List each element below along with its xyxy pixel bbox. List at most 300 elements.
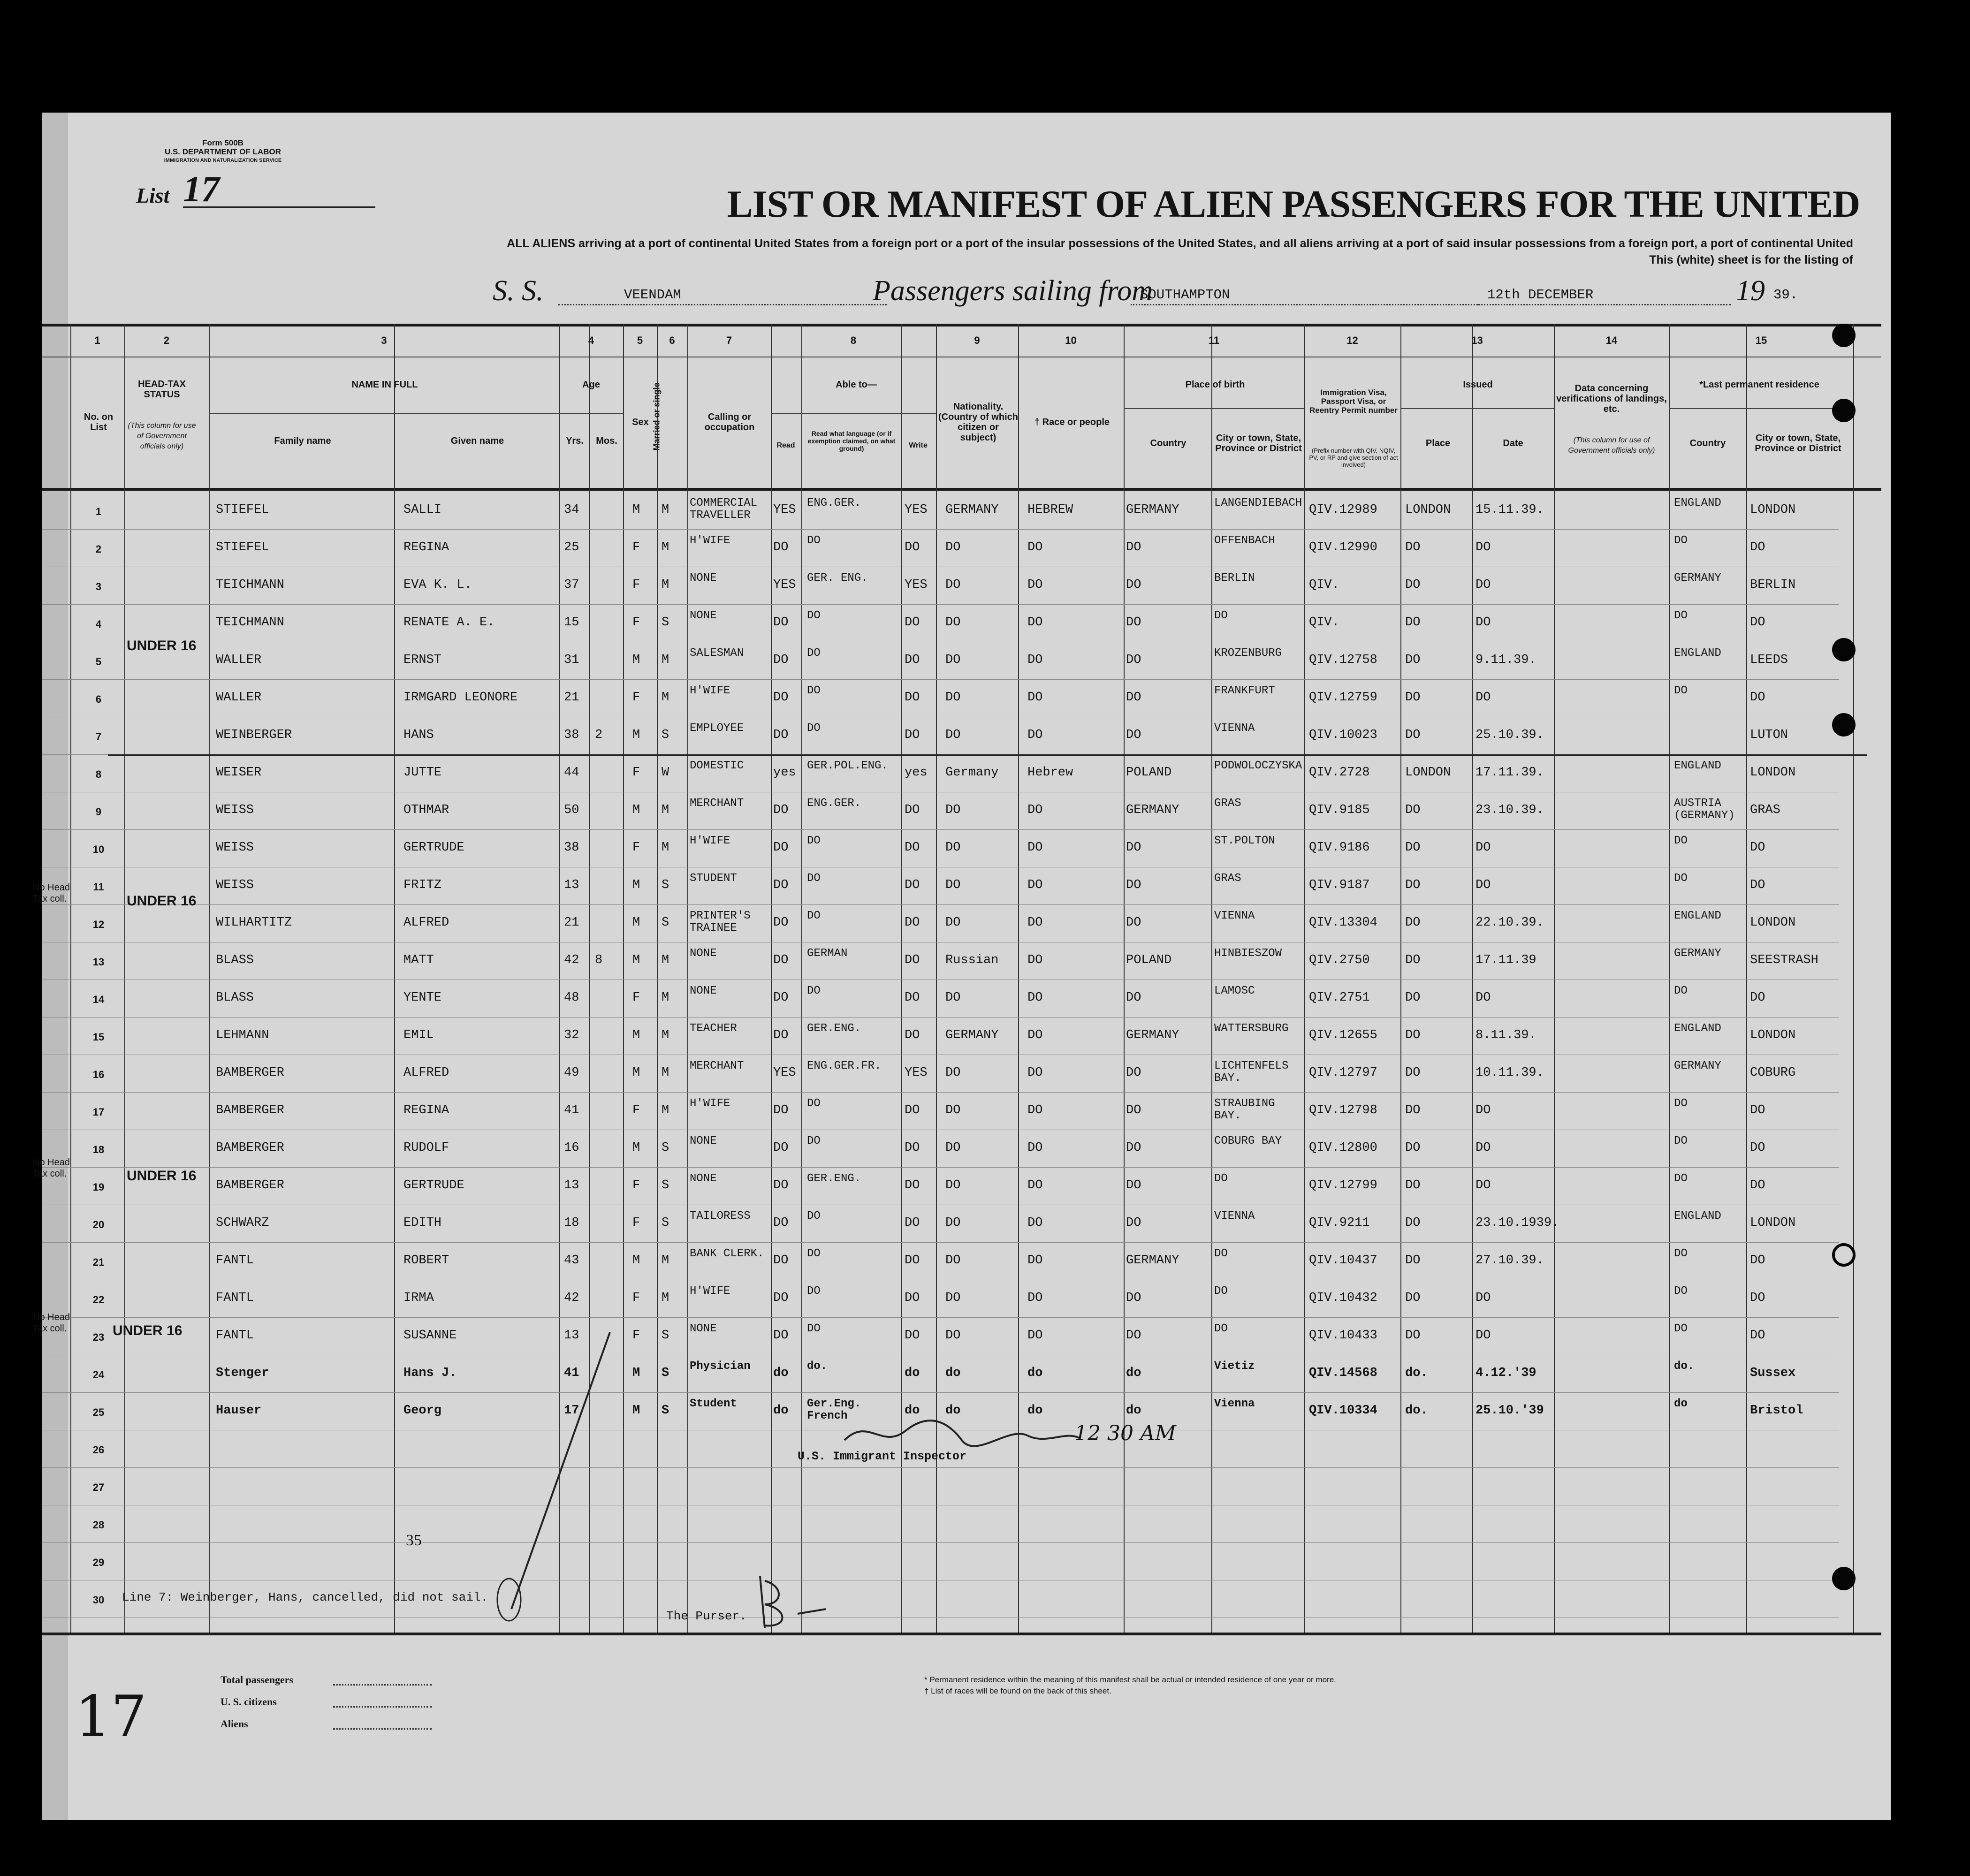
family-name: BAMBERGER [216,1178,284,1192]
visa-number: QIV.12798 [1309,1103,1377,1117]
visa-number: QIV.12797 [1309,1066,1377,1080]
header-birth-city: City or town, State, Province or District [1215,433,1302,454]
scan-edge [42,113,68,1820]
table-bottom-rule [42,1633,1881,1635]
birth-city: VIENNA [1214,910,1255,922]
can-write: DO [905,953,920,967]
race: DO [1027,803,1043,817]
age-years: 41 [564,1366,579,1380]
column-number: 14 [1605,334,1618,346]
age-years: 48 [564,991,579,1005]
column-number: 1 [94,334,100,346]
year-suffix: 39. [1773,287,1798,303]
read-language: DO [807,910,821,922]
column-number: 2 [163,334,170,346]
row-number: 22 [92,1294,105,1306]
cancellation-note: Line 7: Weinberger, Hans, cancelled, did not sail. [122,1590,488,1604]
header-head-tax-note: (This column for use of Government officials only) [128,422,196,450]
list-number: 17 [183,168,220,209]
punch-hole [1832,713,1856,737]
family-name: WEISS [216,841,254,855]
residence-country: DO [1674,985,1688,997]
form-identifier [148,138,298,165]
column-number: 5 [637,334,643,346]
sex: M [632,878,640,892]
read-language: GER.POL.ENG. [807,760,888,772]
row-number: 23 [92,1331,105,1343]
given-name: EDITH [403,1216,442,1230]
header-sex: Sex [632,417,649,427]
can-read: DO [773,991,789,1005]
visa-number: QIV.13304 [1309,916,1377,930]
residence-country: ENGLAND [1674,1210,1721,1223]
residence-country: ENGLAND [1674,647,1721,660]
residence-city: DO [1750,1291,1765,1305]
total-passengers-line [333,1684,432,1686]
column-divider [657,324,658,1633]
birth-country: DO [1126,991,1141,1005]
header-bottom-rule [42,488,1881,491]
given-name: RUDOLF [403,1141,449,1155]
birth-country: DO [1126,1141,1141,1155]
occupation: H'WIFE [690,684,730,697]
occupation: Physician [690,1360,751,1373]
header-nationality: Nationality. (Country of which citizen or subject) [938,402,1018,443]
row-rule [42,1467,1839,1468]
row-number: 20 [92,1219,105,1230]
issue-date: DO [1476,1141,1491,1155]
occupation: Student [690,1398,737,1410]
family-name: WEISS [216,878,254,892]
nationality: DO [945,1291,961,1305]
marital-status: S [662,1329,669,1343]
can-read: DO [773,653,789,667]
age-years: 21 [564,916,579,930]
visa-number: QIV.9211 [1309,1216,1370,1230]
nationality: GERMANY [945,503,999,517]
family-name: WALLER [216,653,262,667]
issue-place: DO [1405,653,1421,667]
sailing-date: 12th DECEMBER [1487,287,1594,303]
birth-city: Vietiz [1214,1360,1255,1373]
header-issued: Issued [1463,380,1493,390]
residence-country: DO [1674,1135,1688,1147]
age-years: 44 [564,766,579,780]
birth-city: HINBIESZOW [1214,947,1282,960]
birth-city: GRAS [1214,797,1241,810]
can-read: DO [773,1291,789,1305]
nationality: DO [945,540,961,554]
can-read: do [773,1404,789,1418]
can-write: DO [905,1291,920,1305]
page-title: LIST OR MANIFEST OF ALIEN PASSENGERS FOR THE UNITED [727,182,1860,225]
can-read: YES [773,578,796,592]
sex: M [632,1141,640,1155]
occupation: EMPLOYEE [690,722,744,735]
can-read: DO [773,916,789,930]
footnote-races: † List of races will be found on the back of this sheet. [924,1686,1111,1695]
visa-number: QIV.12800 [1309,1141,1377,1155]
residence-city: DO [1750,1329,1765,1343]
birth-city: LICHTENFELS BAY. [1214,1060,1289,1085]
issue-place: do. [1405,1404,1428,1418]
sex: F [632,766,640,780]
header-visa: Immigration Visa, Passport Visa, or Reentry Permit number [1309,387,1398,415]
total-passengers-label: Total passengers [221,1674,294,1686]
issue-place: DO [1405,803,1421,817]
nationality: DO [945,728,961,742]
family-name: BAMBERGER [216,1066,284,1080]
sex: M [632,1404,640,1418]
given-name: OTHMAR [403,803,449,817]
marital-status: M [662,653,669,667]
subtitle-line-2: This (white) sheet is for the listing of [1649,253,1853,266]
read-language: DO [807,1247,821,1260]
marital-status: S [662,1404,669,1418]
column-divider [209,324,210,1633]
header-age: Age [582,380,600,390]
given-name: EVA K. L. [403,578,472,592]
row-rule [42,904,1839,905]
residence-country: GERMANY [1674,572,1721,585]
date-underline [1478,304,1731,305]
occupation: STUDENT [690,872,737,885]
visa-number: QIV.2751 [1309,991,1370,1005]
sex: M [632,503,640,517]
race: do [1027,1404,1043,1418]
visa-number: QIV.9187 [1309,878,1370,892]
family-name: BAMBERGER [216,1103,284,1117]
occupation: H'WIFE [690,835,730,847]
header-race: † Race or people [1034,417,1110,427]
residence-country: DO [1674,1247,1688,1260]
given-name: YENTE [403,991,442,1005]
residence-city: DO [1750,1141,1765,1155]
cancel-strike-line [108,754,1867,756]
occupation: DOMESTIC [690,760,744,772]
marital-status: M [662,1103,669,1117]
given-name: ERNST [403,653,442,667]
read-language: GERMAN [807,947,848,960]
row-number: 5 [95,656,102,668]
read-language: DO [807,872,821,885]
residence-city: Bristol [1750,1404,1803,1418]
sex: M [632,1366,640,1380]
read-language: GER. ENG. [807,572,868,585]
birth-city: VIENNA [1214,722,1255,735]
issue-date: 9.11.39. [1476,653,1536,667]
read-language: DO [807,722,821,735]
issue-place: DO [1405,1253,1421,1268]
family-name: WEISER [216,766,262,780]
marital-status: M [662,1291,669,1305]
nationality: DO [945,691,961,705]
visa-number: QIV.12758 [1309,653,1377,667]
marital-status: S [662,1141,669,1155]
birth-city: KROZENBURG [1214,647,1282,660]
race: DO [1027,540,1043,554]
issue-place: do. [1405,1366,1428,1380]
issue-date: 23.10.39. [1476,803,1544,817]
column-number: 10 [1065,334,1077,346]
column-number: 13 [1471,334,1483,346]
can-write: DO [905,803,920,817]
residence-country: DO [1674,1172,1688,1185]
issue-date: 8.11.39. [1476,1028,1536,1042]
can-write: DO [905,653,920,667]
marital-status: S [662,1366,669,1380]
marital-status: S [662,916,669,930]
race: DO [1027,916,1043,930]
sex: F [632,991,640,1005]
issue-date: 15.11.39. [1476,503,1544,517]
column-divider [771,324,772,1633]
sex: F [632,615,640,630]
column-divider [1400,324,1401,1633]
birth-city: DO [1214,1285,1228,1298]
header-residence-country: Country [1689,438,1726,448]
nationality: DO [945,1066,961,1080]
ship-label: S. S. [493,275,544,307]
occupation: NONE [690,1322,717,1335]
row-number: 4 [95,618,102,630]
given-name: GERTRUDE [403,841,464,855]
birth-country: DO [1126,615,1141,630]
read-language: do. [807,1360,828,1373]
passenger-count: 35 [406,1532,422,1549]
residence-country: GERMANY [1674,947,1721,960]
no-head-tax-note: No Head Tax coll. [33,882,70,904]
row-number: 15 [92,1031,105,1043]
nationality: do [945,1404,961,1418]
row-number: 3 [95,581,102,592]
residence-country: DO [1674,1285,1688,1298]
nationality: DO [945,1329,961,1343]
marital-status: S [662,878,669,892]
age-years: 49 [564,1066,579,1080]
age-years: 34 [564,503,579,517]
can-read: DO [773,1329,789,1343]
can-write: DO [905,728,920,742]
visa-number: QIV. [1309,578,1339,592]
issue-place: LONDON [1405,503,1451,517]
birth-city: DO [1214,1322,1228,1335]
sex: M [632,728,640,742]
marital-status: M [662,578,669,592]
punch-hole [1832,399,1856,422]
visa-number: QIV.10437 [1309,1253,1377,1268]
family-name: STIEFEL [216,503,269,517]
row-rule [42,1242,1839,1243]
column-number: 12 [1346,334,1358,346]
department-name: U.S. DEPARTMENT OF LABOR [164,147,281,156]
residence-city: BERLIN [1750,578,1796,592]
visa-number: QIV.14568 [1309,1366,1377,1380]
row-number: 30 [92,1594,105,1606]
header-occupation: Calling or occupation [704,412,755,433]
aliens-label: Aliens [221,1718,248,1730]
race: DO [1027,1141,1043,1155]
birth-country: GERMANY [1126,803,1179,817]
closing-diagonal-mark [493,1332,615,1623]
visa-number: QIV. [1309,615,1339,630]
issue-place: DO [1405,1103,1421,1117]
nationality: DO [945,1103,961,1117]
under-16-mark: UNDER 16 [127,1168,197,1184]
header-head-tax: HEAD-TAX STATUS [138,379,186,400]
issue-date: 17.11.39 [1476,953,1536,967]
family-name: WALLER [216,691,262,705]
can-write: DO [905,615,920,630]
read-language: DO [807,835,821,847]
row-rule [42,1317,1839,1318]
birth-city: DO [1214,1172,1228,1185]
subheader-rule [1669,408,1853,409]
birth-city: ST.POLTON [1214,835,1275,847]
age-years: 50 [564,803,579,817]
read-language: Ger.Eng. French [807,1398,861,1422]
residence-city: DO [1750,878,1765,892]
family-name: Stenger [216,1366,269,1380]
residence-city: LONDON [1750,1216,1796,1230]
race: DO [1027,1103,1043,1117]
row-number: 19 [92,1181,105,1193]
can-write: DO [905,540,920,554]
header-months: Mos. [596,436,617,446]
marital-status: M [662,953,669,967]
header-read: Read [776,441,795,449]
can-read: DO [773,540,789,554]
sex: M [632,1253,640,1268]
can-write: YES [905,503,928,517]
issue-place: DO [1405,728,1421,742]
issue-date: DO [1476,1291,1491,1305]
residence-city: DO [1750,1103,1765,1117]
can-write: DO [905,691,920,705]
issue-date: 25.10.39. [1476,728,1544,742]
header-name-in-full: NAME IN FULL [351,380,418,390]
sex: F [632,1103,640,1117]
issue-date: 4.12.'39 [1476,1366,1536,1380]
nationality: DO [945,991,961,1005]
residence-city: DO [1750,1178,1765,1192]
race: DO [1027,728,1043,742]
marital-status: M [662,540,669,554]
occupation: H'WIFE [690,1097,730,1110]
birth-country: GERMANY [1126,1253,1179,1268]
age-years: 18 [564,1216,579,1230]
can-read: DO [773,728,789,742]
header-verification: Data concerning verifications of landings, etc. [1556,383,1667,414]
can-read: DO [773,878,789,892]
row-rule [42,604,1839,605]
read-language: DO [807,1210,821,1223]
residence-city: Sussex [1750,1366,1796,1380]
birth-country: DO [1126,728,1141,742]
nationality: Russian [945,953,999,967]
header-top-rule [42,324,1881,327]
sex: F [632,1178,640,1192]
aliens-line [333,1728,432,1730]
header-no-on-list: No. on List [84,412,114,433]
age-years: 21 [564,691,579,705]
visa-number: QIV.12799 [1309,1178,1377,1192]
row-rule [42,1017,1839,1018]
issue-date: 10.11.39. [1476,1066,1544,1080]
age-months: 2 [595,728,603,742]
row-rule [42,1167,1839,1168]
age-years: 13 [564,1329,579,1343]
can-write: DO [905,878,920,892]
can-read: DO [773,691,789,705]
read-language: DO [807,609,821,622]
residence-city: COBURG [1750,1066,1796,1080]
nationality: DO [945,916,961,930]
residence-city: DO [1750,691,1765,705]
age-years: 17 [564,1404,579,1418]
header-verification-note: (This column for use of Government officials only) [1568,436,1655,455]
sailing-label: Passengers sailing from [873,275,1153,307]
residence-city: LONDON [1750,766,1796,780]
issue-place: DO [1405,878,1421,892]
birth-country: DO [1126,1066,1141,1080]
subheader-rule [209,413,559,414]
residence-country: do [1674,1398,1688,1410]
given-name: Hans J. [403,1366,457,1380]
birth-country: DO [1126,916,1141,930]
family-name: WEINBERGER [216,728,292,742]
row-number: 14 [92,994,105,1005]
birth-city: DO [1214,609,1228,622]
row-number: 11 [93,881,104,893]
marital-status: M [662,991,669,1005]
race: DO [1027,953,1043,967]
subheader-rule [1124,408,1304,409]
family-name: FANTL [216,1253,254,1268]
visa-number: QIV.10432 [1309,1291,1377,1305]
inspector-time: 12 30 AM [1074,1421,1176,1445]
birth-country: DO [1126,878,1141,892]
family-name: FANTL [216,1329,254,1343]
read-language: GER.ENG. [807,1022,861,1035]
residence-country: DO [1674,1322,1688,1335]
issue-date: DO [1476,615,1491,630]
header-married-single: Married or single [652,382,662,451]
birth-country: do [1126,1366,1141,1380]
header-issued-place: Place [1425,438,1451,448]
residence-country: DO [1674,609,1688,622]
birth-country: DO [1126,1329,1141,1343]
row-rule [42,1542,1839,1543]
marital-status: M [662,1253,669,1268]
given-name: ALFRED [403,1066,449,1080]
issue-place: DO [1405,1216,1421,1230]
given-name: JUTTE [403,766,442,780]
purser-label: The Purser. [666,1609,747,1623]
residence-city: SEESTRASH [1750,953,1818,967]
read-language: DO [807,985,821,997]
given-name: HANS [403,728,434,742]
race: DO [1027,1329,1043,1343]
port-underline [1131,304,1478,305]
issue-place: DO [1405,578,1421,592]
residence-country: ENGLAND [1674,1022,1721,1035]
row-number: 16 [92,1069,105,1080]
can-read: DO [773,1253,789,1268]
birth-city: WATTERSBURG [1214,1022,1289,1035]
column-divider [1853,324,1854,1633]
nationality: DO [945,1141,961,1155]
